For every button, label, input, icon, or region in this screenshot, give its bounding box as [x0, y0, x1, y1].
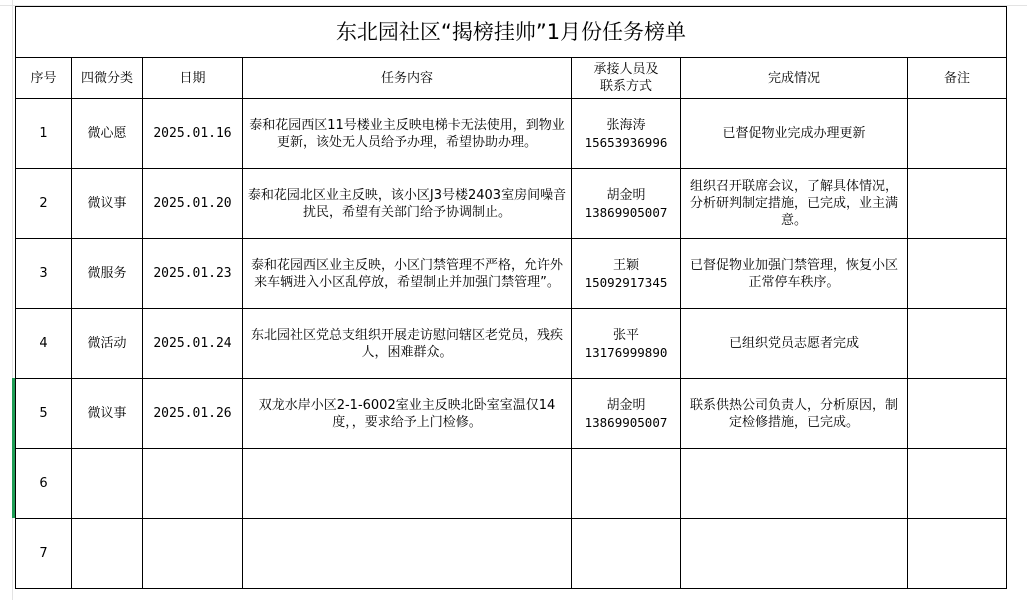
status-cell[interactable]: 已组织党员志愿者完成 — [681, 309, 908, 379]
date-cell[interactable] — [143, 519, 243, 589]
assignee-phone: 13176999890 — [584, 344, 668, 360]
status-cell[interactable]: 已督促物业完成办理更新 — [681, 99, 908, 169]
header-category[interactable]: 四微分类 — [72, 58, 143, 99]
content-cell[interactable]: 泰和花园西区业主反映，小区门禁管理不严格，允许外来车辆进入小区乱停放，希望制止并加强门禁管理”。 — [243, 239, 572, 309]
header-note[interactable]: 备注 — [908, 58, 1007, 99]
note-cell[interactable] — [908, 239, 1007, 309]
header-assignee[interactable]: 承接人员及联系方式 — [572, 58, 681, 99]
content-cell[interactable] — [243, 449, 572, 519]
table-row — [16, 309, 1007, 379]
note-cell[interactable] — [908, 379, 1007, 449]
header-content[interactable]: 任务内容 — [243, 58, 572, 99]
title-row — [16, 7, 1007, 58]
index-cell[interactable]: 6 — [16, 449, 72, 519]
content-cell[interactable]: 泰和花园北区业主反映，该小区J3号楼2403室房间噪音扰民，希望有关部门给予协调制止。 — [243, 169, 572, 239]
task-table — [15, 6, 1007, 589]
index-cell[interactable]: 4 — [16, 309, 72, 379]
category-cell[interactable]: 微议事 — [72, 379, 143, 449]
assignee-phone: 13869905007 — [584, 204, 668, 220]
index-cell[interactable]: 7 — [16, 519, 72, 589]
assignee-cell[interactable] — [572, 519, 681, 589]
date-cell[interactable]: 2025.01.16 — [143, 99, 243, 169]
content-cell[interactable]: 双龙水岸小区2-1-6002室业主反映北卧室室温仅14度，，要求给予上门检修。 — [243, 379, 572, 449]
assignee-name: 胡金明 — [606, 397, 646, 413]
category-cell[interactable]: 微心愿 — [72, 99, 143, 169]
header-status[interactable]: 完成情况 — [681, 58, 908, 99]
category-cell[interactable] — [72, 449, 143, 519]
index-cell[interactable]: 1 — [16, 99, 72, 169]
assignee-cell[interactable] — [572, 309, 681, 379]
assignee-phone: 15092917345 — [584, 274, 668, 290]
table-row — [16, 239, 1007, 309]
date-cell[interactable] — [143, 449, 243, 519]
assignee-phone: 13869905007 — [584, 414, 668, 430]
category-cell[interactable] — [72, 519, 143, 589]
table-row — [16, 449, 1007, 519]
header-date[interactable]: 日期 — [143, 58, 243, 99]
note-cell[interactable] — [908, 99, 1007, 169]
category-cell[interactable]: 微议事 — [72, 169, 143, 239]
assignee-name: 张海涛 — [606, 117, 646, 133]
index-cell[interactable]: 3 — [16, 239, 72, 309]
date-cell[interactable]: 2025.01.26 — [143, 379, 243, 449]
content-cell[interactable]: 东北园社区党总支组织开展走访慰问辖区老党员，残疾人，困难群众。 — [243, 309, 572, 379]
index-cell[interactable]: 2 — [16, 169, 72, 239]
category-cell[interactable]: 微服务 — [72, 239, 143, 309]
note-cell[interactable] — [908, 169, 1007, 239]
assignee-name: 张平 — [612, 327, 639, 343]
assignee-cell[interactable] — [572, 99, 681, 169]
status-cell[interactable] — [681, 449, 908, 519]
assignee-phone: 15653936996 — [584, 134, 668, 150]
note-cell[interactable] — [908, 449, 1007, 519]
status-cell[interactable]: 组织召开联席会议，了解具体情况，分析研判制定措施，已完成，业主满意。 — [681, 169, 908, 239]
date-cell[interactable]: 2025.01.23 — [143, 239, 243, 309]
index-cell[interactable]: 5 — [16, 379, 72, 449]
date-cell[interactable]: 2025.01.24 — [143, 309, 243, 379]
content-cell[interactable] — [243, 519, 572, 589]
date-cell[interactable]: 2025.01.20 — [143, 169, 243, 239]
header-index[interactable]: 序号 — [16, 58, 72, 99]
status-cell[interactable]: 已督促物业加强门禁管理，恢复小区正常停车秩序。 — [681, 239, 908, 309]
status-cell[interactable] — [681, 519, 908, 589]
header-row — [16, 58, 1007, 99]
category-cell[interactable]: 微活动 — [72, 309, 143, 379]
table-row — [16, 519, 1007, 589]
note-cell[interactable] — [908, 519, 1007, 589]
assignee-cell[interactable] — [572, 169, 681, 239]
assignee-name: 胡金明 — [606, 187, 646, 203]
assignee-cell[interactable] — [572, 239, 681, 309]
table-row — [16, 169, 1007, 239]
assignee-cell[interactable] — [572, 449, 681, 519]
assignee-name: 王颖 — [612, 257, 639, 273]
table-row — [16, 99, 1007, 169]
note-cell[interactable] — [908, 309, 1007, 379]
status-cell[interactable]: 联系供热公司负责人，分析原因，制定检修措施，已完成。 — [681, 379, 908, 449]
assignee-cell[interactable] — [572, 379, 681, 449]
page-title[interactable]: 东北园社区“揭榜挂帅”1月份任务榜单 — [16, 7, 1007, 58]
content-cell[interactable]: 泰和花园西区11号楼业主反映电梯卡无法使用，到物业更新，该处无人员给予办理，希望协助办理。 — [243, 99, 572, 169]
table-row — [16, 379, 1007, 449]
table-body — [16, 99, 1007, 589]
